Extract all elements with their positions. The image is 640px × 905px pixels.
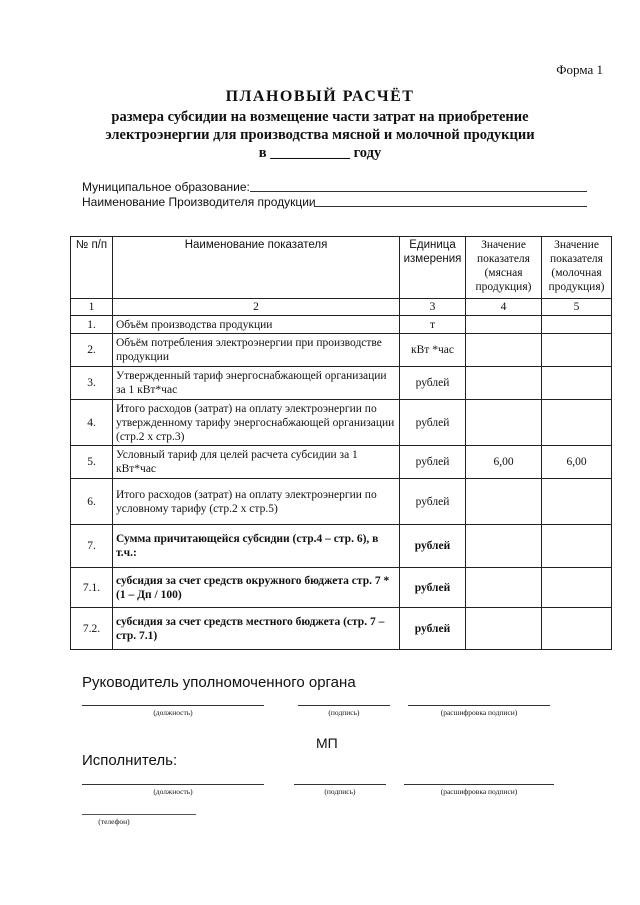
head-decoding-caption: (расшифровка подписи): [440, 708, 518, 717]
row-number: 6.: [71, 479, 113, 525]
header-unit: Единица измерения: [400, 237, 466, 299]
row-unit: т: [400, 316, 466, 334]
municipal-label: Муниципальное образование:: [82, 180, 250, 194]
table-row: [71, 316, 612, 334]
row-number: 7.1.: [71, 568, 113, 608]
row-unit: рублей: [400, 479, 466, 525]
row-unit: рублей: [400, 367, 466, 400]
head-signature-title: Руководитель уполномоченного органа: [82, 674, 356, 691]
table-row: [71, 568, 612, 608]
table-row: [71, 334, 612, 367]
row-meat-value[interactable]: [466, 334, 542, 367]
row-number: 2.: [71, 334, 113, 367]
row-indicator: Итого расходов (затрат) на оплату электроэнергии по условному тарифу (стр.2 х стр.5): [113, 479, 400, 525]
column-number: 5: [542, 299, 612, 316]
row-unit: рублей: [400, 446, 466, 479]
executor-position-line[interactable]: [82, 784, 264, 785]
municipal-blank-line[interactable]: [250, 191, 587, 192]
row-number: 4.: [71, 400, 113, 446]
row-milk-value[interactable]: [542, 316, 612, 334]
header-indicator-name: Наименование показателя: [113, 237, 400, 299]
header-meat-value: Значение показателя (мясная продукция): [466, 237, 542, 299]
row-indicator: субсидия за счет средств местного бюджета (стр. 7 – стр. 7.1): [113, 608, 400, 650]
row-number: 7.2.: [71, 608, 113, 650]
executor-position-caption: (должность): [153, 787, 193, 796]
row-meat-value[interactable]: [466, 400, 542, 446]
row-milk-value[interactable]: [542, 400, 612, 446]
row-milk-value[interactable]: [542, 568, 612, 608]
head-signature-caption: (подпись): [328, 708, 360, 717]
form-number-label: Форма 1: [556, 62, 603, 77]
row-unit: рублей: [400, 525, 466, 568]
producer-label: Наименование Производителя продукции: [82, 195, 316, 209]
column-number-row: [71, 299, 612, 316]
row-meat-value[interactable]: [466, 479, 542, 525]
row-milk-value[interactable]: [542, 608, 612, 650]
row-milk-value[interactable]: [542, 479, 612, 525]
subtitle-year-line: в ___________ году: [258, 145, 382, 161]
row-indicator: субсидия за счет средств окружного бюджета стр. 7 * (1 – Дп / 100): [113, 568, 400, 608]
column-number: 3: [400, 299, 466, 316]
executor-decoding-line[interactable]: [404, 784, 554, 785]
row-unit: кВт *час: [400, 334, 466, 367]
row-meat-value[interactable]: [466, 367, 542, 400]
table-row: [71, 446, 612, 479]
row-number: 7.: [71, 525, 113, 568]
executor-phone-line[interactable]: [82, 814, 196, 815]
head-decoding-line[interactable]: [408, 705, 550, 706]
header-number: № п/п: [71, 237, 113, 299]
head-signature-line[interactable]: [298, 705, 390, 706]
column-number: 2: [113, 299, 400, 316]
document-subtitle: [0, 108, 640, 162]
table-header-row: [71, 237, 612, 299]
row-unit: рублей: [400, 400, 466, 446]
row-indicator: Объём потребления электроэнергии при производстве продукции: [113, 334, 400, 367]
row-meat-value[interactable]: [466, 316, 542, 334]
row-unit: рублей: [400, 608, 466, 650]
subtitle-line: размера субсидии на возмещение части затрат на приобретение: [111, 109, 529, 125]
municipal-field: [82, 180, 587, 194]
row-indicator: Утвержденный тариф энергоснабжающей организации за 1 кВт*час: [113, 367, 400, 400]
row-indicator: Условный тариф для целей расчета субсидии за 1 кВт*час: [113, 446, 400, 479]
row-milk-value[interactable]: [542, 367, 612, 400]
row-number: 3.: [71, 367, 113, 400]
row-unit: рублей: [400, 568, 466, 608]
row-milk-value[interactable]: [542, 525, 612, 568]
column-number: 4: [466, 299, 542, 316]
stamp-place: МП: [316, 735, 338, 751]
executor-decoding-caption: (расшифровка подписи): [440, 787, 518, 796]
row-milk-value[interactable]: [542, 334, 612, 367]
producer-blank-line[interactable]: [314, 206, 587, 207]
table-row: [71, 608, 612, 650]
executor-signature-line[interactable]: [294, 784, 386, 785]
row-meat-value[interactable]: [466, 568, 542, 608]
row-number: 1.: [71, 316, 113, 334]
document-title: ПЛАНОВЫЙ РАСЧЁТ: [225, 88, 415, 105]
column-number: 1: [71, 299, 113, 316]
header-milk-value: Значение показателя (молочная продукция): [542, 237, 612, 299]
table-row: [71, 400, 612, 446]
row-meat-value[interactable]: [466, 525, 542, 568]
subtitle-line: электроэнергии для производства мясной и молочной продукции: [105, 127, 535, 143]
calculation-table: [70, 236, 612, 650]
table-row: [71, 525, 612, 568]
table-row: [71, 367, 612, 400]
table-row: [71, 479, 612, 525]
row-meat-value[interactable]: 6,00: [466, 446, 542, 479]
head-position-line[interactable]: [82, 705, 264, 706]
row-indicator: Итого расходов (затрат) на оплату электроэнергии по утвержденному тарифу энергоснабжающей организации (стр.2 х стр.3): [113, 400, 400, 446]
executor-signature-caption: (подпись): [324, 787, 356, 796]
producer-field: [82, 195, 587, 209]
executor-title: Исполнитель:: [82, 752, 178, 769]
row-milk-value[interactable]: 6,00: [542, 446, 612, 479]
row-indicator: Сумма причитающейся субсидии (стр.4 – стр. 6), в т.ч.:: [113, 525, 400, 568]
head-position-caption: (должность): [153, 708, 193, 717]
row-number: 5.: [71, 446, 113, 479]
executor-phone-caption: (телефон): [98, 817, 130, 826]
row-indicator: Объём производства продукции: [113, 316, 400, 334]
row-meat-value[interactable]: [466, 608, 542, 650]
